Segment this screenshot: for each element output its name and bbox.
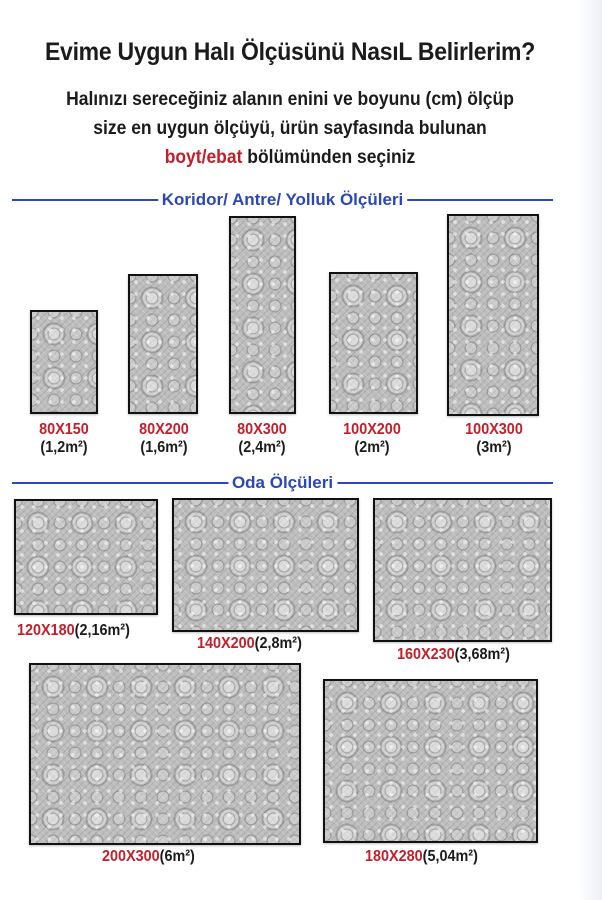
rug-120x180 bbox=[14, 499, 158, 615]
size-dimension: 80X150 bbox=[39, 421, 89, 438]
size-label-80x300 bbox=[237, 421, 287, 457]
size-area: (2m²) bbox=[354, 439, 390, 456]
size-area: (3m²) bbox=[476, 439, 512, 456]
rug-100x300 bbox=[447, 214, 539, 416]
size-label-160x230 bbox=[397, 646, 510, 664]
size-label-100x300 bbox=[465, 421, 523, 457]
size-area: (5,04m²) bbox=[422, 848, 478, 865]
instruction-line-3 bbox=[23, 147, 557, 169]
rug-140x200 bbox=[172, 498, 359, 632]
size-label-80x200 bbox=[139, 421, 189, 457]
instruction-line-2: size en uygun ölçüyü, ürün sayfasında bulunan bbox=[93, 118, 487, 139]
rug-180x280 bbox=[323, 679, 538, 843]
size-area: (1,2m²) bbox=[40, 439, 88, 456]
size-area: (2,8m²) bbox=[254, 635, 302, 652]
size-dimension: 100X300 bbox=[465, 421, 523, 438]
corridor-section-divider bbox=[12, 190, 553, 210]
size-label-120x180 bbox=[17, 622, 130, 640]
room-section-divider bbox=[12, 473, 553, 493]
size-label-140x200 bbox=[197, 635, 302, 653]
page-title: Evime Uygun Halı Ölçüsünü NasıL Belirlerim? bbox=[44, 38, 536, 66]
size-area: (2,16m²) bbox=[74, 622, 130, 639]
room-section-heading: Oda Ölçüleri bbox=[228, 473, 337, 493]
size-area: (3,68m²) bbox=[454, 646, 510, 663]
instruction-line-3-rest: bölümünden seçiniz bbox=[242, 147, 416, 168]
size-dimension: 120X180 bbox=[17, 622, 75, 639]
rug-200x300 bbox=[29, 663, 301, 845]
size-dimension: 80X200 bbox=[139, 421, 189, 438]
corridor-section-heading: Koridor/ Antre/ Yolluk Ölçüleri bbox=[158, 190, 408, 210]
size-area: (2,4m²) bbox=[238, 439, 286, 456]
rug-160x230 bbox=[373, 498, 552, 642]
size-area: (6m²) bbox=[159, 848, 195, 865]
size-dimension: 80X300 bbox=[237, 421, 287, 438]
rug-80x300 bbox=[229, 216, 296, 414]
size-label-80x150 bbox=[39, 421, 89, 457]
size-label-100x200 bbox=[343, 421, 401, 457]
instruction-line-1: Halınızı sereceğiniz alanın enini ve boyunu (cm) ölçüp bbox=[66, 89, 514, 110]
size-dimension: 160X230 bbox=[397, 646, 455, 663]
size-dimension: 180X280 bbox=[365, 848, 423, 865]
size-label-200x300 bbox=[102, 848, 195, 866]
rug-100x200 bbox=[329, 272, 418, 414]
size-option-highlight: boyt/ebat bbox=[164, 147, 243, 168]
size-label-180x280 bbox=[365, 848, 478, 866]
size-dimension: 100X200 bbox=[343, 421, 401, 438]
size-dimension: 140X200 bbox=[197, 635, 255, 652]
size-area: (1,6m²) bbox=[140, 439, 188, 456]
size-dimension: 200X300 bbox=[102, 848, 160, 865]
rug-80x150 bbox=[30, 310, 98, 414]
rug-80x200 bbox=[128, 274, 198, 414]
